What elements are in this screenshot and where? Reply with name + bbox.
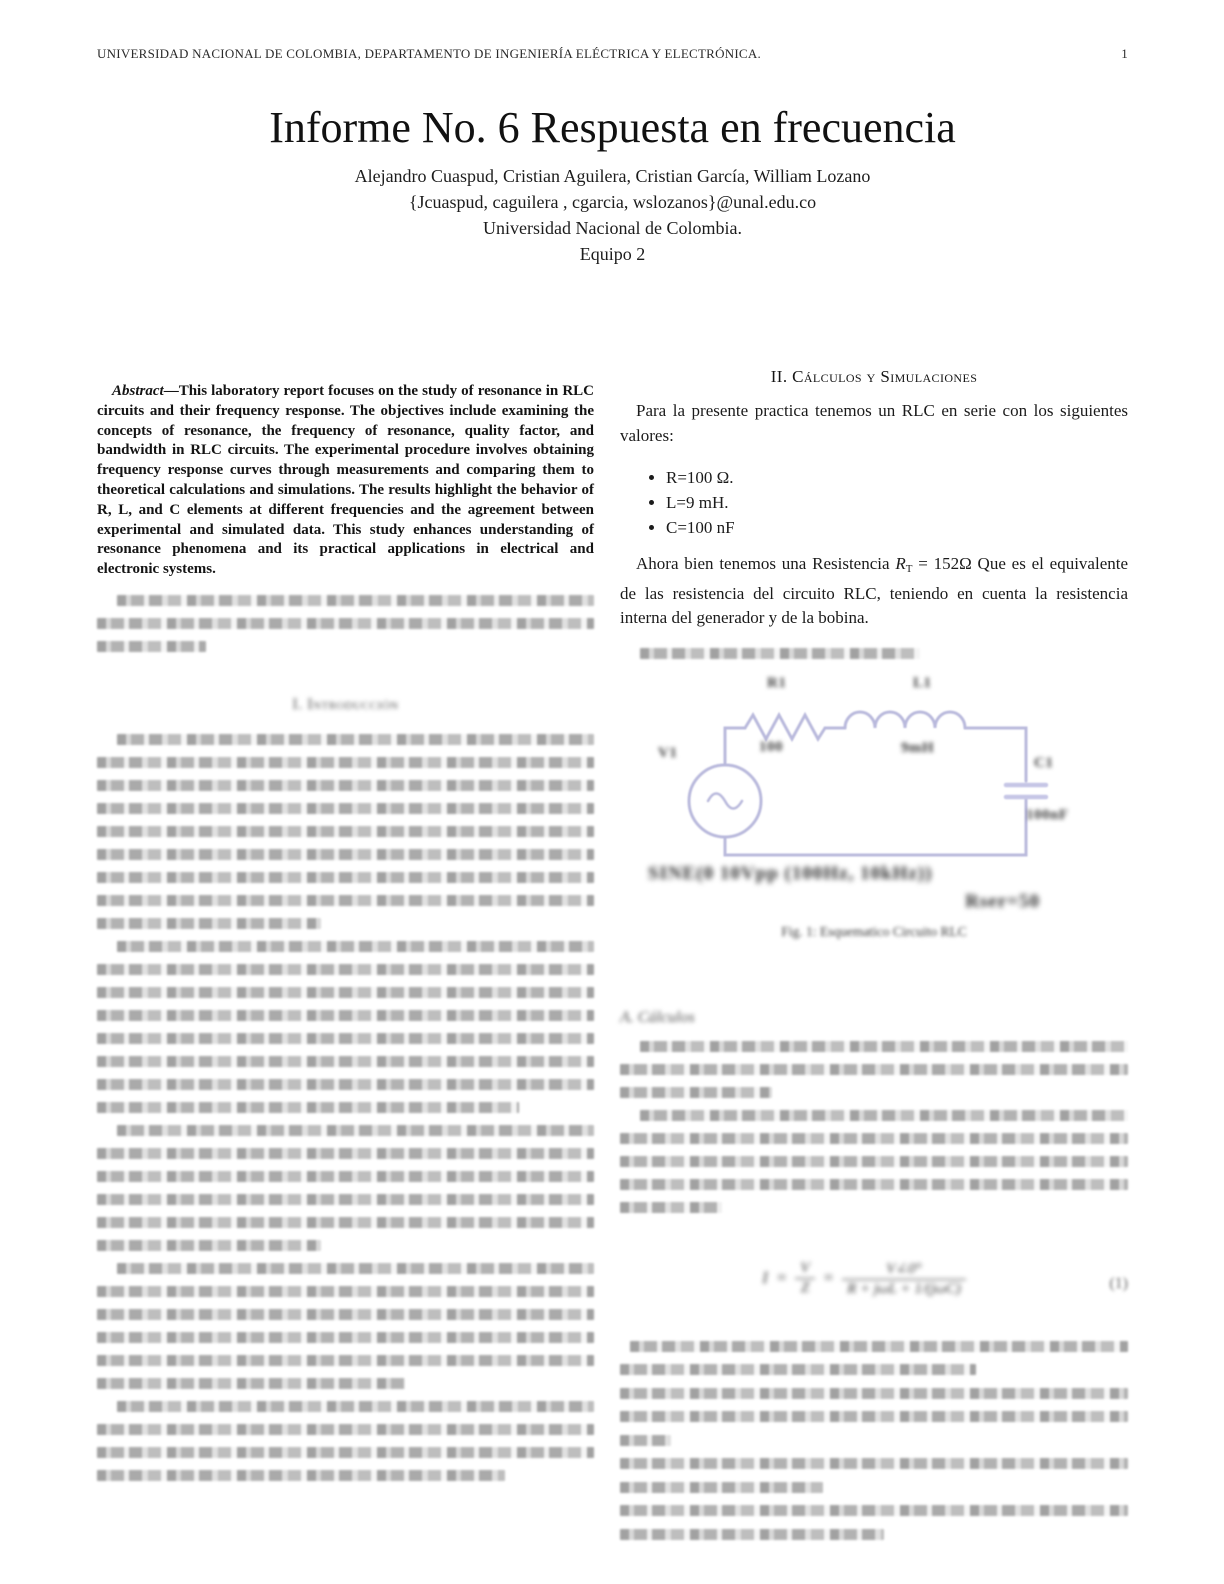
redacted-text-line — [117, 1401, 594, 1412]
redacted-text-line — [97, 780, 594, 791]
resistor-symbol — [745, 715, 825, 739]
resistance-symbol: R — [895, 554, 906, 573]
inductor-name-label: L1 — [913, 674, 932, 691]
redacted-text-line — [97, 1470, 505, 1481]
redacted-text-line — [97, 1079, 594, 1090]
figure-caption: Fig. 1: Esquematico Circuito RLC — [781, 923, 967, 939]
component-value-r: • R=100 Ω. — [666, 465, 1128, 490]
redacted-text-line — [97, 641, 206, 652]
redacted-transition-line — [620, 648, 1128, 659]
subsection-heading-calculos: A. Cálculos — [620, 1008, 695, 1026]
page-number: 1 — [1121, 46, 1128, 61]
abstract-label: Abstract — [112, 383, 164, 399]
redacted-text-line — [97, 1010, 594, 1021]
paper-title: Informe No. 6 Respuesta en frecuencia — [269, 103, 956, 152]
redacted-text-line — [97, 964, 594, 975]
equation-fraction-1: $\frac{V}{Z}$ — [795, 1260, 814, 1297]
redacted-paragraph — [97, 1125, 594, 1251]
redacted-text-line — [97, 1033, 594, 1044]
redacted-text-line — [97, 1056, 594, 1067]
redacted-text-line — [97, 1240, 321, 1251]
spice-rser-line: Rser=50 — [965, 890, 1040, 912]
redacted-text-line — [97, 1447, 594, 1458]
redacted-text-line — [97, 1286, 594, 1297]
redacted-text-line — [97, 895, 594, 906]
redacted-text-line — [97, 1355, 594, 1366]
equation-number: (1) — [1109, 1274, 1128, 1292]
redacted-text-line — [620, 1388, 1128, 1399]
equation-lhs: I — [762, 1268, 768, 1287]
redacted-text-line — [620, 1202, 722, 1213]
redacted-text-line — [620, 1529, 884, 1540]
resistance-text-post: = 152Ω Que es el equivalente de las resistencia del circuito RLC, teniendo en cuenta la resistencia interna del generador y de la bobina. — [620, 554, 1129, 627]
redacted-paragraph — [620, 1341, 1128, 1540]
redacted-text-line — [97, 757, 594, 768]
redacted-text-line — [630, 1341, 1128, 1352]
redacted-text-line — [97, 826, 594, 837]
redacted-text-line — [620, 1156, 1128, 1167]
resistance-subscript: T — [905, 563, 913, 575]
author-block — [97, 163, 1128, 267]
calc-intro-paragraph: Para la presente practica tenemos un RLC en serie con los siguientes valores: — [620, 401, 1128, 445]
redacted-text-line — [97, 1148, 594, 1159]
redacted-text-line — [620, 1458, 1128, 1469]
wire-inductor-to-capacitor — [965, 728, 1026, 781]
resistor-value-label: 100 — [759, 738, 783, 755]
redacted-text-line — [97, 1217, 594, 1228]
abstract-text: —This laboratory report focuses on the study of resonance in RLC circuits and their frequency response. The objectives include examining the concepts of resonance, the frequency of resonance, quality factor, and bandwidth in RLC circuits. The experimental procedure involves obtaining frequency response curves through measurements and comparing them to theoretical calculations and simulations. The results highlight the behavior of R, L, and C elements at different frequencies and the agreement between experimental and simulated data. This study enhances understanding of resonance phenomena and its practical applications in electrical and electronic systems. — [97, 383, 594, 578]
redacted-text-line — [97, 1309, 594, 1320]
redacted-text-line — [97, 849, 594, 860]
index-terms-redacted — [97, 595, 594, 652]
equivalent-resistance-paragraph — [620, 552, 1128, 631]
redacted-text-line — [620, 1364, 976, 1375]
redacted-text-line — [117, 941, 594, 952]
component-value-l: • L=9 mH. — [666, 490, 1128, 515]
section-heading-calculos: II. Cálculos y Simulaciones — [770, 367, 978, 386]
header-institution: UNIVERSIDAD NACIONAL DE COLOMBIA, DEPARTAMENTO DE INGENIERÍA ELÉCTRICA Y ELECTRÓNICA. — [97, 46, 761, 61]
spice-directive-line: SINE(0 10Vpp (100Hz, 10kHz)) — [648, 862, 933, 884]
redacted-paragraph — [97, 1263, 594, 1389]
redacted-paragraph — [620, 1110, 1128, 1213]
redacted-text-line — [97, 918, 321, 929]
figure-1-rlc-schematic — [620, 669, 1128, 957]
redacted-text-line — [97, 1378, 405, 1389]
right-column — [620, 367, 1128, 1540]
wire-source-to-resistor — [725, 728, 745, 765]
redacted-text-line — [97, 618, 594, 629]
redacted-text-line — [117, 734, 594, 745]
redacted-text-line — [620, 1087, 772, 1098]
capacitor-symbol — [1006, 785, 1046, 797]
author-names: Alejandro Cuaspud, Cristian Aguilera, Cristian García, William Lozano — [354, 166, 871, 186]
author-emails: {Jcuaspud, caguilera , cgarcia, wslozanos}@unal.edu.co — [408, 192, 817, 212]
redacted-text-line — [620, 1505, 1128, 1516]
redacted-text-line — [620, 1411, 1128, 1422]
redacted-text-line — [620, 1482, 823, 1493]
running-header — [97, 46, 1128, 62]
redacted-text-line — [620, 1064, 1128, 1075]
equation-fraction-2: $\frac{V\angle 0^\circ}{\text{R + jωL + 1/(jωC)}}$ — [842, 1259, 966, 1298]
redacted-text-line — [97, 1424, 594, 1435]
redacted-text-line — [640, 1110, 1128, 1121]
resistance-text-pre: Ahora bien tenemos una Resistencia — [636, 554, 896, 573]
source-name-label: V1 — [658, 744, 678, 761]
wire-capacitor-to-bottom — [725, 800, 1026, 855]
abstract-paragraph — [97, 382, 594, 580]
redacted-text-line — [97, 803, 594, 814]
introduction-heading: I. Introducción — [292, 695, 399, 713]
redacted-paragraph — [97, 941, 594, 1113]
redacted-text-line — [620, 1133, 1128, 1144]
equation-content — [690, 1259, 1038, 1298]
redacted-text-line — [640, 1041, 1128, 1052]
redacted-text-line — [97, 872, 594, 883]
redacted-text-line — [97, 1194, 594, 1205]
redacted-text-line — [620, 1435, 671, 1446]
redacted-paragraph — [97, 1401, 594, 1481]
capacitor-name-label: C1 — [1034, 754, 1054, 771]
redacted-text-line — [117, 595, 594, 606]
two-column-body — [97, 367, 1128, 1540]
inductor-symbol — [845, 712, 965, 728]
redacted-text-line — [97, 987, 594, 998]
resistor-name-label: R1 — [767, 674, 787, 691]
redacted-text-line — [97, 1102, 519, 1113]
inductor-value-label: 9mH — [901, 739, 935, 756]
capacitor-value-label: 100nF — [1026, 806, 1069, 823]
redacted-text-line — [97, 1332, 594, 1343]
component-value-c: • C=100 nF — [666, 515, 1128, 540]
equation-1 — [620, 1259, 1128, 1311]
author-affiliation: Universidad Nacional de Colombia. — [483, 218, 742, 238]
equation-equals: = — [775, 1268, 788, 1287]
redacted-text-line — [640, 648, 919, 659]
left-column — [97, 367, 594, 1481]
redacted-text-line — [117, 1263, 594, 1274]
sine-wave-icon — [708, 793, 742, 808]
redacted-text-line — [620, 1179, 1128, 1190]
redacted-text-line — [97, 1171, 594, 1182]
redacted-paragraph — [97, 734, 594, 929]
redacted-text-line — [117, 1125, 594, 1136]
component-value-list — [620, 465, 1128, 540]
author-team: Equipo 2 — [579, 244, 646, 264]
redacted-paragraph — [620, 1041, 1128, 1098]
equation-equals: = — [822, 1268, 835, 1287]
